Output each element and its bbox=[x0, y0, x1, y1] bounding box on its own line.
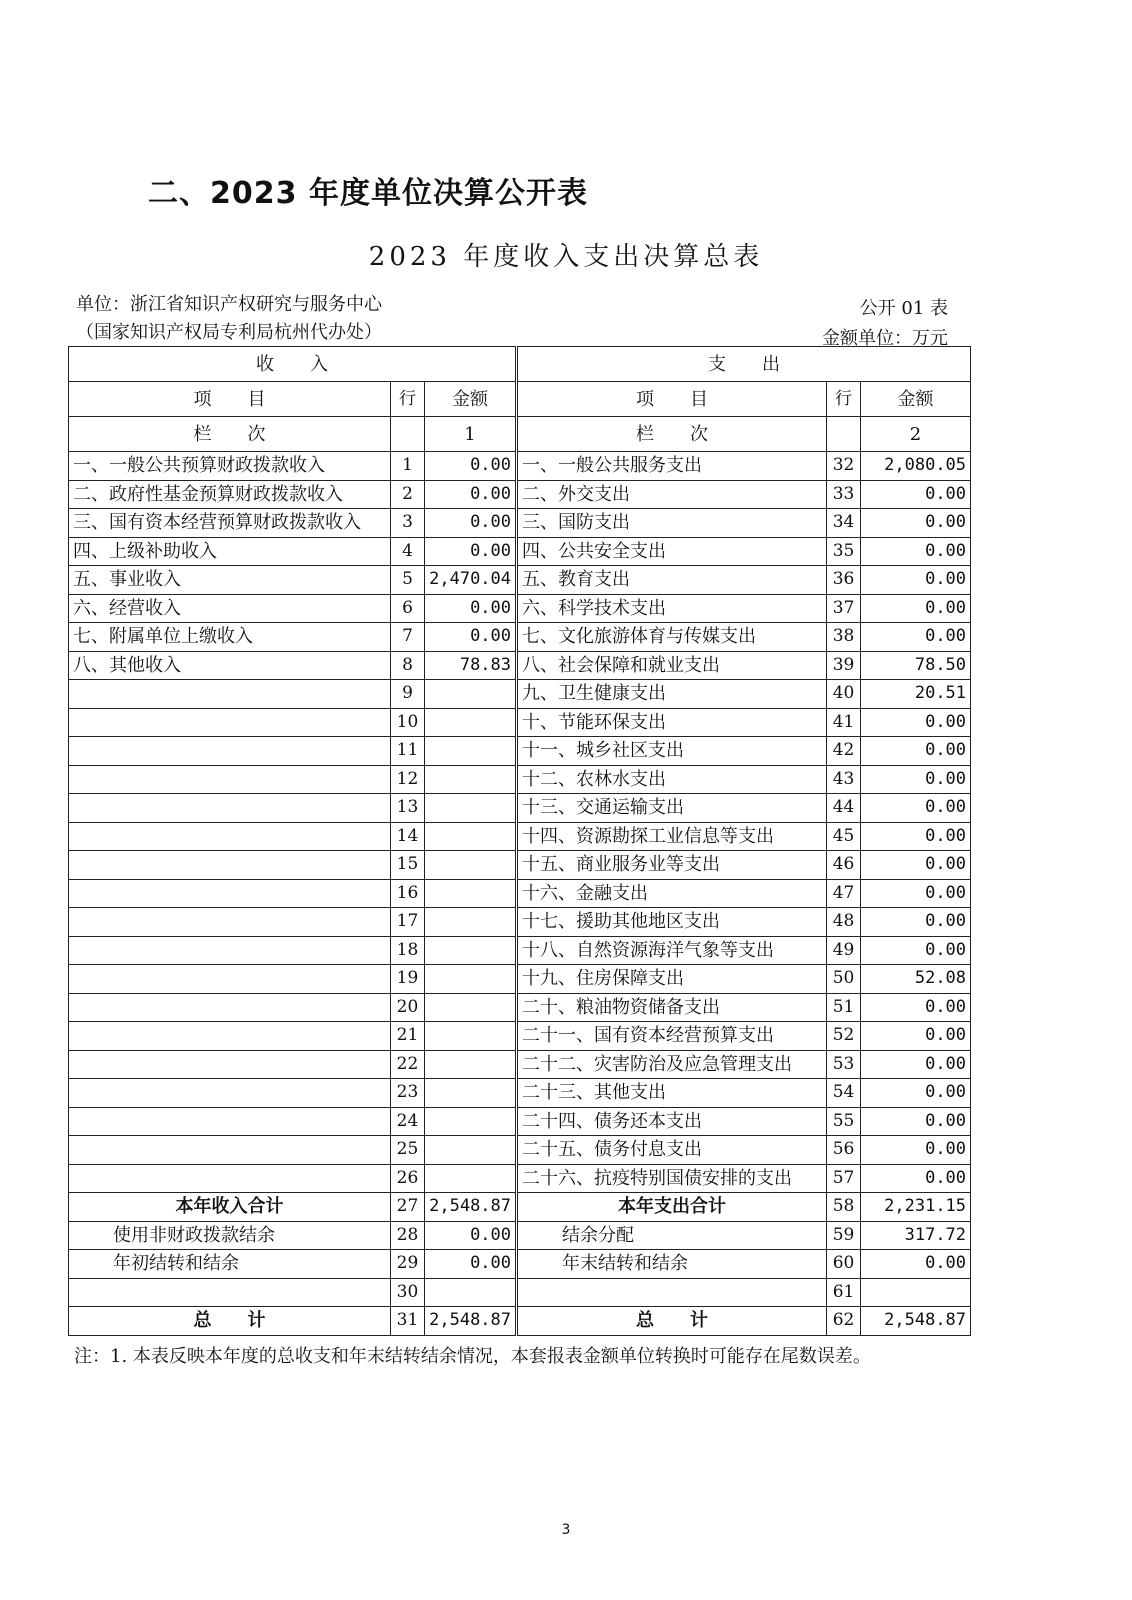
income-item: 本年收入合计 bbox=[69, 1193, 391, 1222]
table-row bbox=[69, 1136, 971, 1165]
expense-line-number: 52 bbox=[827, 1022, 861, 1051]
expense-line-number: 57 bbox=[827, 1164, 861, 1193]
income-item bbox=[69, 936, 391, 965]
income-item bbox=[69, 794, 391, 823]
income-line-number: 31 bbox=[391, 1307, 425, 1336]
income-line-number: 19 bbox=[391, 965, 425, 994]
income-item bbox=[69, 879, 391, 908]
income-item bbox=[69, 1164, 391, 1193]
expense-item: 十五、商业服务业等支出 bbox=[517, 851, 827, 880]
income-item bbox=[69, 851, 391, 880]
income-line-number: 4 bbox=[391, 537, 425, 566]
expense-amount: 2,548.87 bbox=[861, 1307, 971, 1336]
expense-line-number: 51 bbox=[827, 993, 861, 1022]
expense-amount: 0.00 bbox=[861, 537, 971, 566]
income-item bbox=[69, 1022, 391, 1051]
income-amount bbox=[425, 1022, 517, 1051]
expense-line-number: 35 bbox=[827, 537, 861, 566]
income-line-number: 7 bbox=[391, 623, 425, 652]
income-item bbox=[69, 1050, 391, 1079]
expense-amount: 0.00 bbox=[861, 1050, 971, 1079]
expense-item: 十七、援助其他地区支出 bbox=[517, 908, 827, 937]
table-row bbox=[69, 1107, 971, 1136]
expense-item: 四、公共安全支出 bbox=[517, 537, 827, 566]
expense-amount bbox=[861, 1278, 971, 1307]
expense-line-number: 56 bbox=[827, 1136, 861, 1165]
income-line-number: 29 bbox=[391, 1250, 425, 1279]
expense-amount: 0.00 bbox=[861, 1250, 971, 1279]
expense-line-number: 46 bbox=[827, 851, 861, 880]
income-line-number: 5 bbox=[391, 566, 425, 595]
income-amount bbox=[425, 822, 517, 851]
income-amount: 2,548.87 bbox=[425, 1193, 517, 1222]
income-amount: 0.00 bbox=[425, 623, 517, 652]
income-item bbox=[69, 737, 391, 766]
expense-amount: 0.00 bbox=[861, 879, 971, 908]
expense-line-number: 38 bbox=[827, 623, 861, 652]
expense-amount: 0.00 bbox=[861, 480, 971, 509]
table-row bbox=[69, 708, 971, 737]
table-row bbox=[69, 1307, 971, 1336]
expense-line-number: 32 bbox=[827, 452, 861, 481]
expense-item: 十三、交通运输支出 bbox=[517, 794, 827, 823]
income-line-number: 26 bbox=[391, 1164, 425, 1193]
expense-item: 一、一般公共服务支出 bbox=[517, 452, 827, 481]
income-line-number: 28 bbox=[391, 1221, 425, 1250]
table-row bbox=[69, 936, 971, 965]
expense-column-number: 2 bbox=[861, 417, 971, 452]
income-item: 总 计 bbox=[69, 1307, 391, 1336]
income-amount bbox=[425, 851, 517, 880]
income-item: 四、上级补助收入 bbox=[69, 537, 391, 566]
column-index-row bbox=[69, 417, 971, 452]
income-amount bbox=[425, 1107, 517, 1136]
income-item bbox=[69, 908, 391, 937]
income-amount bbox=[425, 879, 517, 908]
income-line-number: 13 bbox=[391, 794, 425, 823]
expense-line-number: 58 bbox=[827, 1193, 861, 1222]
expense-line-number: 40 bbox=[827, 680, 861, 709]
expense-item: 十二、农林水支出 bbox=[517, 765, 827, 794]
expense-amount-header: 金额 bbox=[861, 382, 971, 417]
income-line-number: 23 bbox=[391, 1079, 425, 1108]
income-amount: 0.00 bbox=[425, 1221, 517, 1250]
income-line-number: 10 bbox=[391, 708, 425, 737]
expense-item: 六、科学技术支出 bbox=[517, 594, 827, 623]
expense-item: 二、外交支出 bbox=[517, 480, 827, 509]
income-line-number: 22 bbox=[391, 1050, 425, 1079]
expense-column-line bbox=[827, 417, 861, 452]
income-line-number: 6 bbox=[391, 594, 425, 623]
expense-column-label: 栏 次 bbox=[517, 417, 827, 452]
expense-item: 九、卫生健康支出 bbox=[517, 680, 827, 709]
income-item bbox=[69, 708, 391, 737]
expense-item: 八、社会保障和就业支出 bbox=[517, 651, 827, 680]
expense-amount: 0.00 bbox=[861, 623, 971, 652]
table-row bbox=[69, 794, 971, 823]
table-row bbox=[69, 1164, 971, 1193]
expense-item: 十六、金融支出 bbox=[517, 879, 827, 908]
expense-line-number: 39 bbox=[827, 651, 861, 680]
table-row bbox=[69, 993, 971, 1022]
income-line-number: 1 bbox=[391, 452, 425, 481]
income-item bbox=[69, 680, 391, 709]
income-amount bbox=[425, 737, 517, 766]
table-row bbox=[69, 509, 971, 538]
expense-amount: 0.00 bbox=[861, 1022, 971, 1051]
expense-item bbox=[517, 1278, 827, 1307]
table-row bbox=[69, 737, 971, 766]
expense-line-header: 行 bbox=[827, 382, 861, 417]
expense-amount: 0.00 bbox=[861, 794, 971, 823]
income-amount: 0.00 bbox=[425, 452, 517, 481]
expense-amount: 0.00 bbox=[861, 566, 971, 595]
income-header: 收 入 bbox=[69, 347, 517, 382]
income-column-label: 栏 次 bbox=[69, 417, 391, 452]
table-row bbox=[69, 1079, 971, 1108]
income-item: 一、一般公共预算财政拨款收入 bbox=[69, 452, 391, 481]
income-amount bbox=[425, 936, 517, 965]
income-item bbox=[69, 1136, 391, 1165]
income-item: 六、经营收入 bbox=[69, 594, 391, 623]
expense-line-number: 53 bbox=[827, 1050, 861, 1079]
table-row bbox=[69, 623, 971, 652]
income-line-number: 25 bbox=[391, 1136, 425, 1165]
expense-item-header: 项 目 bbox=[517, 382, 827, 417]
expense-amount: 0.00 bbox=[861, 993, 971, 1022]
expense-amount: 0.00 bbox=[861, 1079, 971, 1108]
expense-amount: 0.00 bbox=[861, 509, 971, 538]
page-heading: 二、2023 年度单位决算公开表 bbox=[148, 176, 588, 211]
table-row bbox=[69, 566, 971, 595]
income-item: 二、政府性基金预算财政拨款收入 bbox=[69, 480, 391, 509]
income-line-number: 11 bbox=[391, 737, 425, 766]
expense-line-number: 41 bbox=[827, 708, 861, 737]
income-line-number: 27 bbox=[391, 1193, 425, 1222]
income-item: 七、附属单位上缴收入 bbox=[69, 623, 391, 652]
expense-amount: 0.00 bbox=[861, 708, 971, 737]
expense-line-number: 43 bbox=[827, 765, 861, 794]
expense-line-number: 42 bbox=[827, 737, 861, 766]
expense-amount: 0.00 bbox=[861, 737, 971, 766]
expense-item: 三、国防支出 bbox=[517, 509, 827, 538]
income-item bbox=[69, 1107, 391, 1136]
table-row bbox=[69, 452, 971, 481]
table-row bbox=[69, 1221, 971, 1250]
income-amount: 0.00 bbox=[425, 537, 517, 566]
income-amount bbox=[425, 1079, 517, 1108]
table-row bbox=[69, 765, 971, 794]
section-header-row bbox=[69, 347, 971, 382]
table-row bbox=[69, 1022, 971, 1051]
income-item: 年初结转和结余 bbox=[69, 1250, 391, 1279]
expense-item: 五、教育支出 bbox=[517, 566, 827, 595]
expense-amount: 0.00 bbox=[861, 765, 971, 794]
income-column-line bbox=[391, 417, 425, 452]
income-amount bbox=[425, 965, 517, 994]
income-item bbox=[69, 1278, 391, 1307]
expense-item: 二十六、抗疫特别国债安排的支出 bbox=[517, 1164, 827, 1193]
expense-item: 七、文化旅游体育与传媒支出 bbox=[517, 623, 827, 652]
income-item bbox=[69, 1079, 391, 1108]
income-line-number: 15 bbox=[391, 851, 425, 880]
table-row bbox=[69, 851, 971, 880]
income-column-number: 1 bbox=[425, 417, 517, 452]
income-item bbox=[69, 993, 391, 1022]
income-line-number: 3 bbox=[391, 509, 425, 538]
footnote: 注：1. 本表反映本年度的总收支和年末结转结余情况，本套报表金额单位转换时可能存在尾数误差。 bbox=[74, 1346, 871, 1367]
income-item: 八、其他收入 bbox=[69, 651, 391, 680]
expense-line-number: 44 bbox=[827, 794, 861, 823]
expense-line-number: 47 bbox=[827, 879, 861, 908]
income-amount: 0.00 bbox=[425, 594, 517, 623]
table-row bbox=[69, 908, 971, 937]
income-item bbox=[69, 965, 391, 994]
expense-line-number: 48 bbox=[827, 908, 861, 937]
expense-amount: 0.00 bbox=[861, 908, 971, 937]
table-row bbox=[69, 1278, 971, 1307]
table-row bbox=[69, 594, 971, 623]
expense-amount: 0.00 bbox=[861, 594, 971, 623]
page-number: 3 bbox=[561, 1522, 571, 1538]
expense-amount: 78.50 bbox=[861, 651, 971, 680]
income-amount bbox=[425, 993, 517, 1022]
expense-line-number: 60 bbox=[827, 1250, 861, 1279]
expense-amount: 0.00 bbox=[861, 936, 971, 965]
expense-item: 总 计 bbox=[517, 1307, 827, 1336]
expense-item: 十、节能环保支出 bbox=[517, 708, 827, 737]
income-amount bbox=[425, 908, 517, 937]
expense-line-number: 55 bbox=[827, 1107, 861, 1136]
income-line-number: 18 bbox=[391, 936, 425, 965]
table-row bbox=[69, 651, 971, 680]
expense-line-number: 36 bbox=[827, 566, 861, 595]
expense-line-number: 49 bbox=[827, 936, 861, 965]
unit-subname: （国家知识产权局专利局杭州代办处） bbox=[76, 322, 382, 343]
expense-line-number: 54 bbox=[827, 1079, 861, 1108]
expense-line-number: 50 bbox=[827, 965, 861, 994]
expense-line-number: 45 bbox=[827, 822, 861, 851]
table-row bbox=[69, 822, 971, 851]
expense-amount: 317.72 bbox=[861, 1221, 971, 1250]
income-item-header: 项 目 bbox=[69, 382, 391, 417]
expense-line-number: 61 bbox=[827, 1278, 861, 1307]
table-row bbox=[69, 879, 971, 908]
expense-item: 二十、粮油物资储备支出 bbox=[517, 993, 827, 1022]
income-amount-header: 金额 bbox=[425, 382, 517, 417]
income-amount bbox=[425, 794, 517, 823]
expense-amount: 0.00 bbox=[861, 851, 971, 880]
income-line-number: 24 bbox=[391, 1107, 425, 1136]
income-line-number: 12 bbox=[391, 765, 425, 794]
income-amount bbox=[425, 708, 517, 737]
expense-item: 十一、城乡社区支出 bbox=[517, 737, 827, 766]
income-amount: 0.00 bbox=[425, 480, 517, 509]
income-line-number: 17 bbox=[391, 908, 425, 937]
expense-amount: 20.51 bbox=[861, 680, 971, 709]
income-line-number: 14 bbox=[391, 822, 425, 851]
income-item: 三、国有资本经营预算财政拨款收入 bbox=[69, 509, 391, 538]
expense-amount: 52.08 bbox=[861, 965, 971, 994]
table-row bbox=[69, 1050, 971, 1079]
income-line-number: 9 bbox=[391, 680, 425, 709]
expense-amount: 0.00 bbox=[861, 1136, 971, 1165]
expense-item: 结余分配 bbox=[517, 1221, 827, 1250]
income-amount bbox=[425, 1278, 517, 1307]
table-row bbox=[69, 965, 971, 994]
amount-unit: 金额单位：万元 bbox=[822, 328, 948, 349]
income-line-number: 2 bbox=[391, 480, 425, 509]
expense-item: 本年支出合计 bbox=[517, 1193, 827, 1222]
expense-amount: 2,231.15 bbox=[861, 1193, 971, 1222]
income-line-number: 8 bbox=[391, 651, 425, 680]
income-line-number: 30 bbox=[391, 1278, 425, 1307]
expense-line-number: 62 bbox=[827, 1307, 861, 1336]
form-number: 公开 01 表 bbox=[859, 298, 948, 319]
income-item: 五、事业收入 bbox=[69, 566, 391, 595]
expense-line-number: 37 bbox=[827, 594, 861, 623]
income-amount: 0.00 bbox=[425, 1250, 517, 1279]
expense-item: 十四、资源勘探工业信息等支出 bbox=[517, 822, 827, 851]
expense-item: 二十四、债务还本支出 bbox=[517, 1107, 827, 1136]
column-header-row bbox=[69, 382, 971, 417]
expense-item: 十八、自然资源海洋气象等支出 bbox=[517, 936, 827, 965]
income-line-number: 16 bbox=[391, 879, 425, 908]
income-expense-table bbox=[68, 346, 971, 1336]
income-amount bbox=[425, 1050, 517, 1079]
expense-line-number: 33 bbox=[827, 480, 861, 509]
income-item: 使用非财政拨款结余 bbox=[69, 1221, 391, 1250]
expense-header: 支 出 bbox=[517, 347, 971, 382]
table-row bbox=[69, 480, 971, 509]
expense-amount: 0.00 bbox=[861, 1164, 971, 1193]
expense-amount: 0.00 bbox=[861, 822, 971, 851]
income-amount bbox=[425, 680, 517, 709]
income-amount: 2,548.87 bbox=[425, 1307, 517, 1336]
income-line-number: 21 bbox=[391, 1022, 425, 1051]
income-amount: 2,470.04 bbox=[425, 566, 517, 595]
expense-line-number: 59 bbox=[827, 1221, 861, 1250]
expense-item: 二十三、其他支出 bbox=[517, 1079, 827, 1108]
income-line-number: 20 bbox=[391, 993, 425, 1022]
income-amount bbox=[425, 765, 517, 794]
expense-item: 年末结转和结余 bbox=[517, 1250, 827, 1279]
expense-item: 二十一、国有资本经营预算支出 bbox=[517, 1022, 827, 1051]
expense-amount: 0.00 bbox=[861, 1107, 971, 1136]
expense-item: 二十二、灾害防治及应急管理支出 bbox=[517, 1050, 827, 1079]
income-item bbox=[69, 765, 391, 794]
unit-name: 单位：浙江省知识产权研究与服务中心 bbox=[76, 294, 382, 315]
expense-item: 十九、住房保障支出 bbox=[517, 965, 827, 994]
expense-line-number: 34 bbox=[827, 509, 861, 538]
table-row bbox=[69, 1193, 971, 1222]
table-title: 2023 年度收入支出决算总表 bbox=[368, 242, 764, 272]
expense-amount: 2,080.05 bbox=[861, 452, 971, 481]
income-amount bbox=[425, 1136, 517, 1165]
income-item bbox=[69, 822, 391, 851]
table-row bbox=[69, 1250, 971, 1279]
income-line-header: 行 bbox=[391, 382, 425, 417]
table-row bbox=[69, 537, 971, 566]
income-amount: 78.83 bbox=[425, 651, 517, 680]
income-amount: 0.00 bbox=[425, 509, 517, 538]
income-amount bbox=[425, 1164, 517, 1193]
table-row bbox=[69, 680, 971, 709]
expense-item: 二十五、债务付息支出 bbox=[517, 1136, 827, 1165]
